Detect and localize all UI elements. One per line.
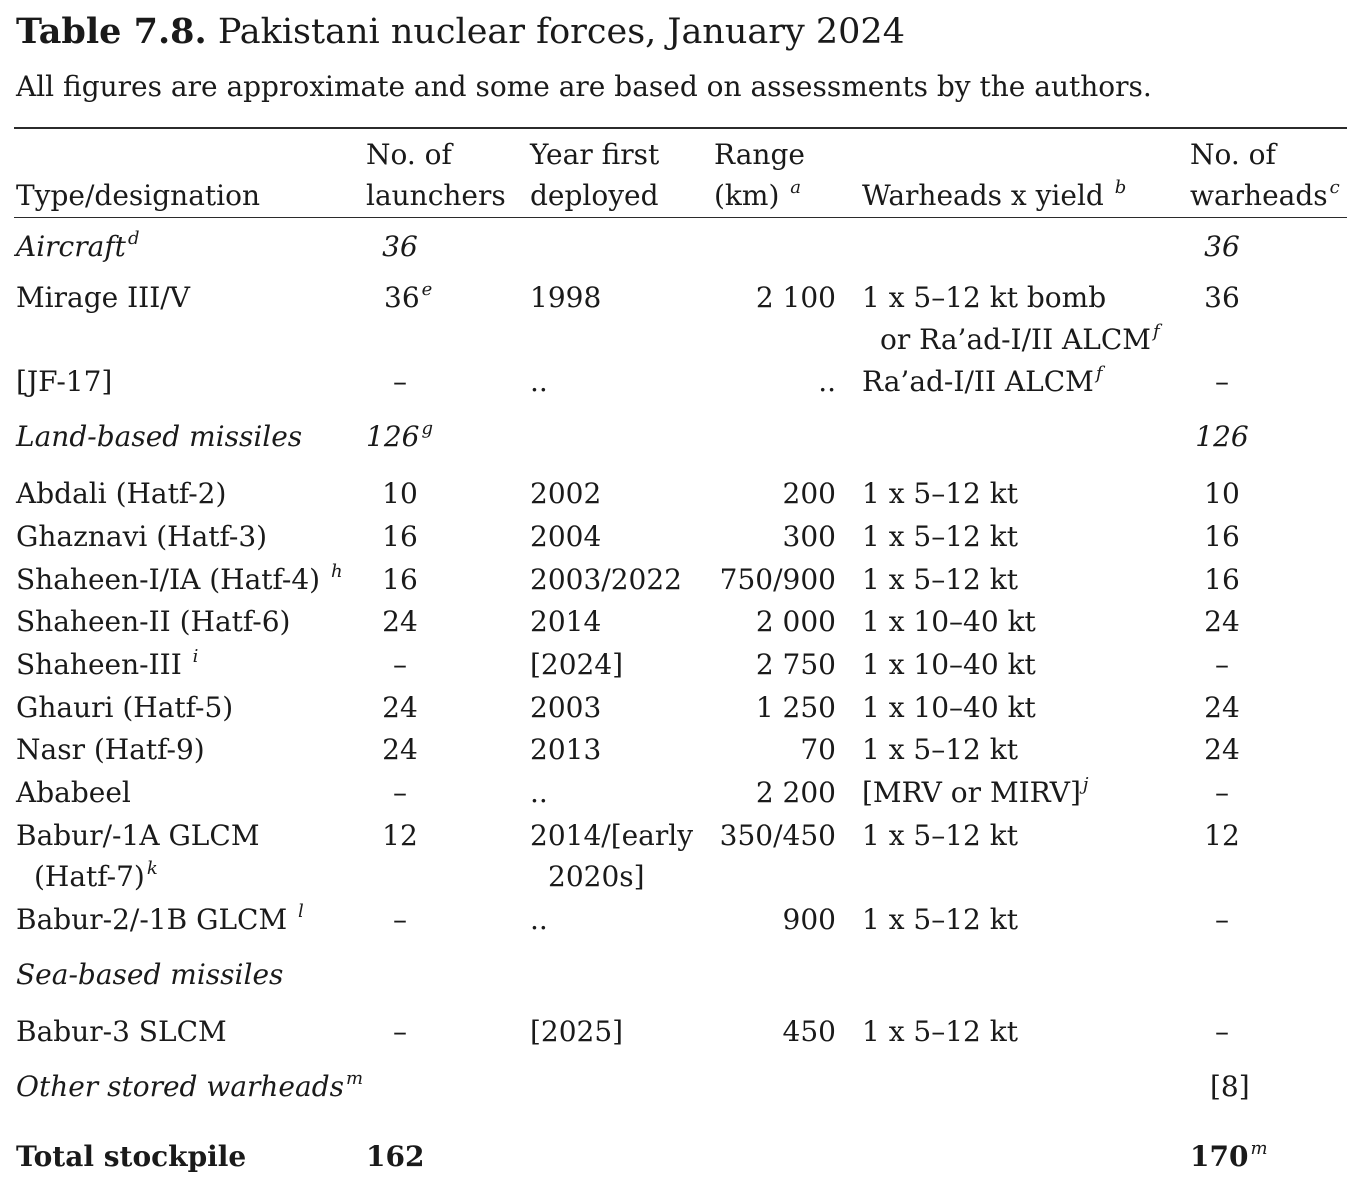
row-jf17-range: .. <box>818 365 836 398</box>
row-ghauri-warheads: 24 <box>1204 691 1240 724</box>
row-other-warheads: [8] <box>1210 1070 1250 1103</box>
table-subtitle: All figures are approximate and some are based on assessments by the authors. <box>16 70 1152 103</box>
row-babur3-year: [2025] <box>530 1015 624 1048</box>
row-ghauri-yield: 1 x 10–40 kt <box>862 691 1036 724</box>
row-nasr-range: 70 <box>800 733 836 766</box>
row-babur2-launchers: – <box>393 903 407 936</box>
row-babur3-yield: 1 x 5–12 kt <box>862 1015 1018 1048</box>
row-shaheen2-yield: 1 x 10–40 kt <box>862 605 1036 638</box>
row-ababeel-launchers: – <box>393 776 407 809</box>
row-total-warheads: 170 $^m$ <box>1190 1138 1268 1173</box>
row-ghauri-type: Ghauri (Hatf-5) <box>16 691 234 724</box>
row-jf17-type: [JF-17] <box>16 365 113 398</box>
header-rule <box>14 217 1347 218</box>
header-type-designation: Type/designation <box>16 179 260 212</box>
row-shaheen2-warheads: 24 <box>1204 605 1240 638</box>
row-shaheen3-launchers: – <box>393 648 407 681</box>
row-babur3-warheads: – <box>1215 1015 1229 1048</box>
row-shaheen2-type: Shaheen-II (Hatf-6) <box>16 605 291 638</box>
row-shaheen2-launchers: 24 <box>382 605 418 638</box>
row-shaheen2-range: 2 000 <box>755 605 836 638</box>
header-warheads-yield: Warheads x yield $^b$ <box>862 177 1127 212</box>
row-ghaznavi-warheads: 16 <box>1204 520 1240 553</box>
row-mirage-yield-line2: or Ra’ad-I/II ALCM $^f$ <box>880 321 1160 356</box>
row-babur2-type: Babur-2/-1B GLCM $^l$ <box>16 901 304 936</box>
row-mirage-warheads: 36 <box>1204 281 1240 314</box>
row-shaheen3-warheads: – <box>1215 648 1229 681</box>
header-year-line2: deployed <box>530 179 659 212</box>
row-jf17-warheads: – <box>1215 365 1229 398</box>
row-babur-launchers: 12 <box>382 819 418 852</box>
row-abdali-range: 200 <box>782 477 836 510</box>
row-aircraft-warheads: 36 <box>1204 230 1240 263</box>
row-shaheen1-yield: 1 x 5–12 kt <box>862 563 1018 596</box>
row-shaheen1-warheads: 16 <box>1204 563 1240 596</box>
row-babur-year-line2: 2020s] <box>548 860 645 893</box>
row-nasr-year: 2013 <box>530 733 602 766</box>
row-babur2-range: 900 <box>782 903 836 936</box>
footnote-marker: b <box>1114 177 1127 198</box>
row-jf17-year: .. <box>530 365 548 398</box>
row-ghaznavi-range: 300 <box>782 520 836 553</box>
row-aircraft-type: Aircraft $^d$ <box>16 228 140 263</box>
row-abdali-type: Abdali (Hatf-2) <box>16 477 227 510</box>
row-ababeel-type: Ababeel <box>16 776 131 809</box>
row-nasr-yield: 1 x 5–12 kt <box>862 733 1018 766</box>
row-total-type: Total stockpile <box>16 1140 247 1173</box>
row-abdali-yield: 1 x 5–12 kt <box>862 477 1018 510</box>
row-shaheen3-yield: 1 x 10–40 kt <box>862 648 1036 681</box>
row-babur2-year: .. <box>530 903 548 936</box>
header-launchers-line2: launchers <box>366 179 506 212</box>
row-ababeel-yield: [MRV or MIRV] $^j$ <box>862 774 1089 809</box>
row-nasr-type: Nasr (Hatf-9) <box>16 733 205 766</box>
row-ghaznavi-yield: 1 x 5–12 kt <box>862 520 1018 553</box>
row-shaheen2-year: 2014 <box>530 605 602 638</box>
table-title <box>16 10 905 54</box>
row-ghaznavi-year: 2004 <box>530 520 602 553</box>
row-babur-warheads: 12 <box>1204 819 1240 852</box>
row-ababeel-year: .. <box>530 776 548 809</box>
top-rule <box>14 127 1347 129</box>
row-mirage-year: 1998 <box>530 281 602 314</box>
row-ghaznavi-launchers: 16 <box>382 520 418 553</box>
row-aircraft-launchers: 36 <box>382 230 418 263</box>
row-shaheen1-range: 750/900 <box>719 563 836 596</box>
row-land-type: Land-based missiles <box>16 420 303 453</box>
row-ababeel-range: 2 200 <box>755 776 836 809</box>
row-mirage-range: 2 100 <box>755 281 836 314</box>
row-shaheen1-year: 2003/2022 <box>530 563 682 596</box>
row-land-warheads: 126 <box>1195 420 1249 453</box>
row-nasr-warheads: 24 <box>1204 733 1240 766</box>
row-babur3-launchers: – <box>393 1015 407 1048</box>
row-shaheen3-year: [2024] <box>530 648 624 681</box>
row-jf17-launchers: – <box>393 365 407 398</box>
row-ababeel-warheads: – <box>1215 776 1229 809</box>
row-babur-year-line1: 2014/[early <box>530 819 694 852</box>
row-babur3-range: 450 <box>782 1015 836 1048</box>
row-babur3-type: Babur-3 SLCM <box>16 1015 227 1048</box>
row-shaheen1-type: Shaheen-I/IA (Hatf-4) $^h$ <box>16 561 343 596</box>
row-abdali-launchers: 10 <box>382 477 418 510</box>
table-number: Table 7.8. <box>16 11 207 52</box>
row-abdali-warheads: 10 <box>1204 477 1240 510</box>
row-shaheen3-type: Shaheen-III $^i$ <box>16 646 199 681</box>
row-mirage-launchers: 36 $^e$ <box>384 279 433 314</box>
table-title-text: Pakistani nuclear forces, January 2024 <box>217 12 905 52</box>
header-range-line2: (km) $^a$ <box>714 177 802 212</box>
row-mirage-yield-line1: 1 x 5–12 kt bomb <box>862 281 1107 314</box>
row-babur-type-line1: Babur/-1A GLCM <box>16 819 260 852</box>
row-nasr-launchers: 24 <box>382 733 418 766</box>
row-babur2-yield: 1 x 5–12 kt <box>862 903 1018 936</box>
row-babur-range: 350/450 <box>719 819 836 852</box>
row-ghauri-launchers: 24 <box>382 691 418 724</box>
row-sea-type: Sea-based missiles <box>16 958 284 991</box>
row-mirage-type: Mirage III/V <box>16 281 190 314</box>
header-range-line1: Range <box>714 138 805 171</box>
header-launchers-line1: No. of <box>366 138 452 171</box>
footnote-marker: c <box>1329 177 1340 198</box>
header-num-warheads-line1: No. of <box>1190 138 1276 171</box>
row-ghauri-year: 2003 <box>530 691 602 724</box>
row-babur2-warheads: – <box>1215 903 1229 936</box>
row-other-type: Other stored warheads $^m$ <box>16 1068 364 1103</box>
row-abdali-year: 2002 <box>530 477 602 510</box>
row-ghaznavi-type: Ghaznavi (Hatf-3) <box>16 520 268 553</box>
row-total-launchers: 162 <box>366 1140 425 1173</box>
footnote-marker: a <box>790 177 802 198</box>
row-babur-yield: 1 x 5–12 kt <box>862 819 1018 852</box>
row-babur-type-line2: (Hatf-7) $^k$ <box>34 858 158 893</box>
header-num-warheads-line2: warheads $^c$ <box>1190 177 1340 212</box>
row-ghauri-range: 1 250 <box>755 691 836 724</box>
row-land-launchers: 126 $^g$ <box>366 418 433 453</box>
header-year-line1: Year first <box>530 138 660 171</box>
row-jf17-yield: Ra’ad-I/II ALCM $^f$ <box>862 363 1103 398</box>
row-shaheen1-launchers: 16 <box>382 563 418 596</box>
row-shaheen3-range: 2 750 <box>755 648 836 681</box>
